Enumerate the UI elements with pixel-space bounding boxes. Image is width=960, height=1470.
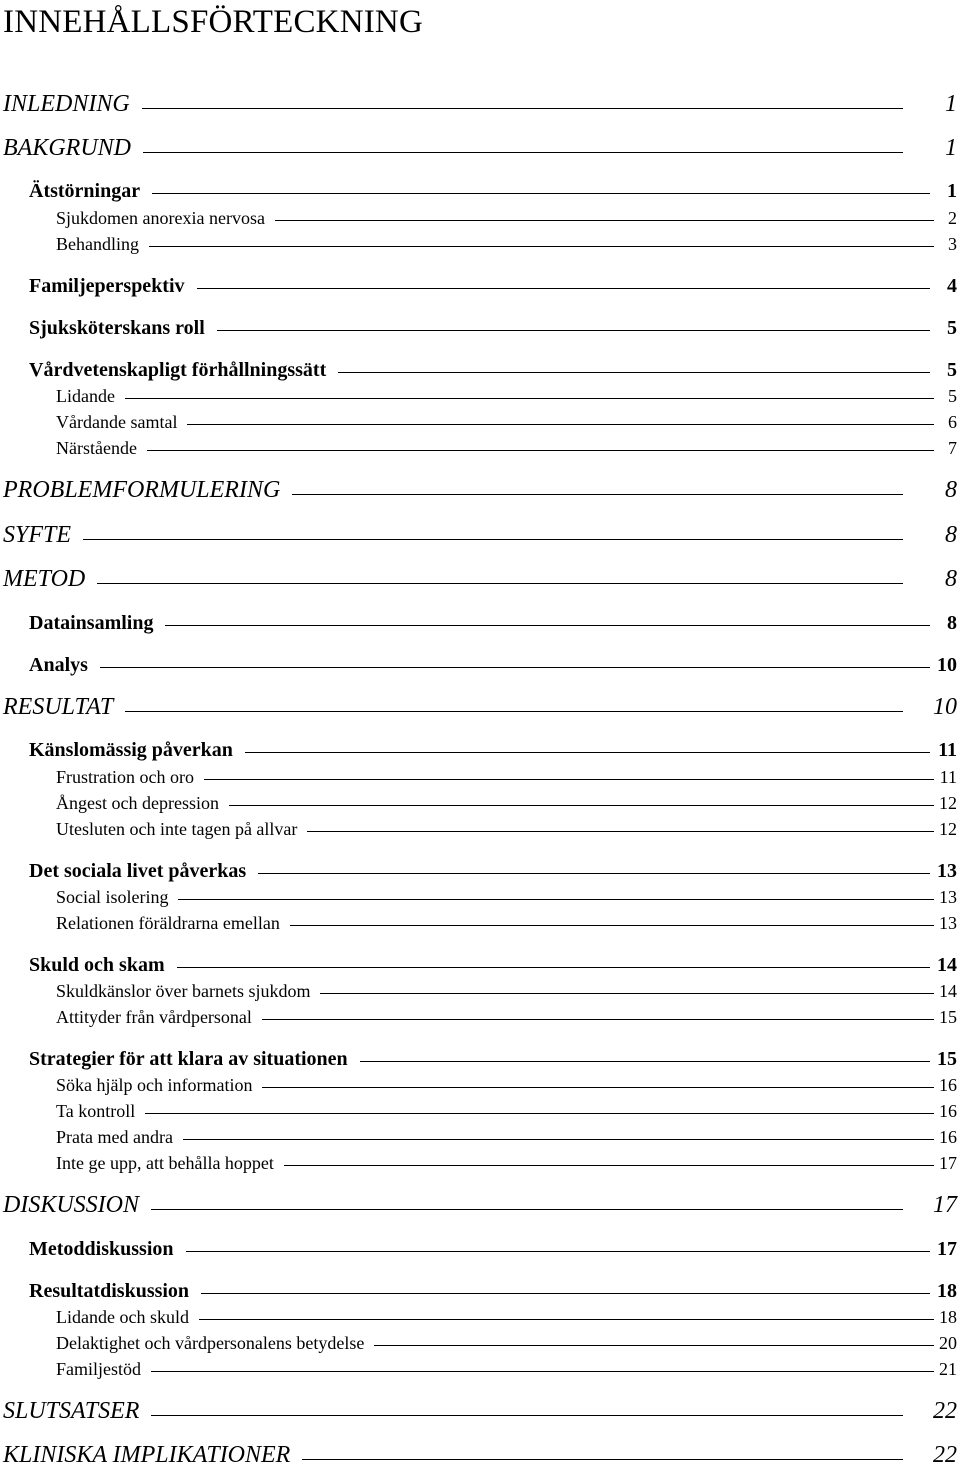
- toc-leader-line: [178, 899, 934, 900]
- toc-entry-resultatdiskussion[interactable]: [29, 1279, 957, 1303]
- toc-entry-label: Närstående: [56, 438, 137, 458]
- toc-entry-utesluten-och-inte-tagen-pa-allvar[interactable]: [56, 818, 957, 840]
- toc-leader-line: [374, 1345, 934, 1346]
- toc-entry-slutsatser[interactable]: [3, 1397, 957, 1425]
- toc-leader-line: [275, 220, 934, 221]
- toc-entry-label: Skuld och skam: [29, 954, 165, 976]
- toc-page-number: 14: [937, 954, 957, 976]
- toc-entry-prata-med-andra[interactable]: [56, 1126, 957, 1148]
- toc-leader-line: [320, 993, 934, 994]
- toc-entry-inledning[interactable]: [3, 90, 957, 118]
- toc-entry-label: Familjeperspektiv: [29, 275, 185, 297]
- toc-page-number: 10: [937, 654, 957, 676]
- toc-leader-line: [262, 1087, 934, 1088]
- toc-entry-bakgrund[interactable]: [3, 134, 957, 162]
- toc-page-number: 20: [939, 1333, 957, 1353]
- toc-entry-label: Sjukdomen anorexia nervosa: [56, 208, 265, 228]
- toc-page-number: 13: [939, 913, 957, 933]
- toc-entry-label: BAKGRUND: [3, 135, 131, 161]
- toc-leader-line: [149, 246, 934, 247]
- toc-page-number: 1: [945, 91, 957, 117]
- toc-page-number: 8: [945, 477, 957, 503]
- toc-entry-skuld-och-skam[interactable]: [29, 953, 957, 977]
- toc-leader-line: [197, 288, 930, 289]
- toc-leader-line: [360, 1061, 930, 1062]
- toc-page-number: 8: [947, 612, 957, 634]
- toc-leader-line: [145, 1113, 934, 1114]
- toc-entry-metod[interactable]: [3, 565, 957, 593]
- toc-leader-line: [183, 1139, 934, 1140]
- toc-entry-label: Prata med andra: [56, 1127, 173, 1147]
- toc-entry-label: Datainsamling: [29, 612, 154, 634]
- toc-entry-analys[interactable]: [29, 653, 957, 677]
- toc-entry-label: Sjuksköterskans roll: [29, 317, 205, 339]
- toc-page-number: 6: [948, 412, 957, 432]
- toc-entry-sjukdomen-anorexia-nervosa[interactable]: [56, 207, 957, 229]
- toc-leader-line: [165, 625, 930, 626]
- toc-page-number: 22: [933, 1442, 957, 1468]
- page-title: INNEHÅLLSFÖRTECKNING: [3, 4, 423, 40]
- toc-entry-kliniska-implikationer[interactable]: [3, 1441, 957, 1469]
- toc-entry-label: INLEDNING: [3, 91, 130, 117]
- toc-leader-line: [204, 779, 934, 780]
- toc-page-number: 17: [933, 1192, 957, 1218]
- toc-entry-label: SYFTE: [3, 522, 72, 548]
- toc-entry-label: Söka hjälp och information: [56, 1075, 253, 1095]
- toc-entry-label: Lidande: [56, 386, 115, 406]
- toc-entry-label: Familjestöd: [56, 1359, 141, 1379]
- toc-page-number: 11: [939, 767, 957, 787]
- toc-leader-line: [302, 1459, 903, 1460]
- toc-leader-line: [186, 1251, 931, 1252]
- toc-page-number: 15: [939, 1007, 957, 1027]
- toc-entry-label: Vårdande samtal: [56, 412, 178, 432]
- toc-entry-label: METOD: [3, 566, 86, 592]
- toc-page-number: 17: [939, 1153, 957, 1173]
- toc-entry-familjestod[interactable]: [56, 1358, 957, 1380]
- toc-entry-label: Delaktighet och vårdpersonalens betydelse: [56, 1333, 365, 1353]
- toc-leader-line: [338, 372, 930, 373]
- toc-entry-label: Ätstörningar: [29, 180, 141, 202]
- toc-page-number: 1: [945, 135, 957, 161]
- toc-leader-line: [177, 967, 930, 968]
- toc-leader-line: [284, 1165, 934, 1166]
- toc-leader-line: [290, 925, 934, 926]
- toc-page-number: 17: [937, 1238, 957, 1260]
- toc-page-number: 2: [948, 208, 957, 228]
- toc-leader-line: [217, 330, 930, 331]
- toc-leader-line: [125, 398, 934, 399]
- toc-entry-label: Frustration och oro: [56, 767, 194, 787]
- toc-entry-label: DISKUSSION: [3, 1192, 139, 1218]
- toc-entry-behandling[interactable]: [56, 233, 957, 255]
- toc-page-number: 5: [947, 317, 957, 339]
- toc-page-number: 16: [939, 1127, 957, 1147]
- toc-entry-label: SLUTSATSER: [3, 1398, 140, 1424]
- toc-entry-label: Relationen föräldrarna emellan: [56, 913, 280, 933]
- toc-entry-label: Utesluten och inte tagen på allvar: [56, 819, 298, 839]
- toc-page-number: 16: [939, 1101, 957, 1121]
- toc-entry-label: RESULTAT: [3, 694, 114, 720]
- toc-entry-kanslomassig-paverkan[interactable]: [29, 738, 957, 762]
- toc-entry-metoddiskussion[interactable]: [29, 1237, 957, 1261]
- toc-page-number: 3: [948, 234, 957, 254]
- toc-entry-narstaende[interactable]: [56, 437, 957, 459]
- toc-entry-lidande-och-skuld[interactable]: [56, 1306, 957, 1328]
- toc-entry-lidande[interactable]: [56, 385, 957, 407]
- toc-entry-label: Vårdvetenskapligt förhållningssätt: [29, 359, 327, 381]
- toc-entry-label: Det sociala livet påverkas: [29, 860, 247, 882]
- toc-leader-line: [229, 805, 934, 806]
- toc-entry-label: Social isolering: [56, 887, 169, 907]
- toc-entry-label: Ångest och depression: [56, 793, 219, 813]
- toc-page-number: 14: [939, 981, 957, 1001]
- toc-entry-ta-kontroll[interactable]: [56, 1100, 957, 1122]
- toc-page-number: 10: [933, 694, 957, 720]
- toc-entry-label: Behandling: [56, 234, 139, 254]
- toc-entry-familjeperspektiv[interactable]: [29, 274, 957, 298]
- toc-entry-label: Analys: [29, 654, 88, 676]
- toc-page-number: 13: [939, 887, 957, 907]
- toc-page-number: 11: [938, 739, 957, 761]
- toc-entry-atstorningar[interactable]: [29, 179, 957, 203]
- toc-entry-syfte[interactable]: [3, 521, 957, 549]
- toc-leader-line: [151, 1371, 934, 1372]
- toc-entry-label: Känslomässig påverkan: [29, 739, 233, 761]
- toc-entry-det-sociala-livet-paverkas[interactable]: [29, 859, 957, 883]
- toc-leader-line: [258, 873, 930, 874]
- toc-leader-line: [83, 539, 903, 540]
- toc-page-number: 18: [937, 1280, 957, 1302]
- toc-entry-label: PROBLEMFORMULERING: [3, 477, 281, 503]
- toc-leader-line: [143, 152, 903, 153]
- toc-entry-label: Skuldkänslor över barnets sjukdom: [56, 981, 311, 1001]
- toc-leader-line: [245, 752, 930, 753]
- toc-entry-soka-hjalp-och-information[interactable]: [56, 1074, 957, 1096]
- toc-entry-diskussion[interactable]: [3, 1191, 957, 1219]
- toc-page-number: 21: [939, 1359, 957, 1379]
- toc-leader-line: [292, 494, 903, 495]
- toc-page-number: 5: [948, 386, 957, 406]
- toc-entry-angest-och-depression[interactable]: [56, 792, 957, 814]
- toc-entry-datainsamling[interactable]: [29, 611, 957, 635]
- toc-leader-line: [125, 711, 903, 712]
- toc-leader-line: [187, 424, 934, 425]
- toc-page-number: 4: [947, 275, 957, 297]
- toc-entry-problemformulering[interactable]: [3, 476, 957, 504]
- toc-leader-line: [201, 1293, 930, 1294]
- toc-entry-label: Attityder från vårdpersonal: [56, 1007, 252, 1027]
- toc-page-number: 1: [947, 180, 957, 202]
- toc-page-number: 22: [933, 1398, 957, 1424]
- toc-page-number: 12: [939, 819, 957, 839]
- toc-entry-social-isolering[interactable]: [56, 886, 957, 908]
- toc-leader-line: [307, 831, 934, 832]
- toc-entry-vardvetenskapligt-forhallningssatt[interactable]: [29, 358, 957, 382]
- toc-entry-inte-ge-upp-att-behalla-hoppet[interactable]: [56, 1152, 957, 1174]
- toc-page-number: 13: [937, 860, 957, 882]
- toc-entry-relationen-foraldrarna-emellan[interactable]: [56, 912, 957, 934]
- toc-page-number: 5: [947, 359, 957, 381]
- toc-page-number: 12: [939, 793, 957, 813]
- toc-entry-delaktighet-och-vardpersonalens-betydelse[interactable]: [56, 1332, 957, 1354]
- toc-entry-attityder-fran-vardpersonal[interactable]: [56, 1006, 957, 1028]
- toc-leader-line: [97, 583, 903, 584]
- toc-entry-label: Lidande och skuld: [56, 1307, 189, 1327]
- toc-leader-line: [262, 1019, 934, 1020]
- toc-leader-line: [142, 108, 903, 109]
- toc-entry-sjukskoterskans-roll[interactable]: [29, 316, 957, 340]
- toc-leader-line: [100, 667, 930, 668]
- toc-entry-vardande-samtal[interactable]: [56, 411, 957, 433]
- toc-page-number: 8: [945, 522, 957, 548]
- toc-entry-label: Inte ge upp, att behålla hoppet: [56, 1153, 274, 1173]
- toc-leader-line: [199, 1319, 934, 1320]
- toc-entry-skuldkanslor-over-barnets-sjukdom[interactable]: [56, 980, 957, 1002]
- toc-page-number: 15: [937, 1048, 957, 1070]
- toc-entry-label: Resultatdiskussion: [29, 1280, 190, 1302]
- toc-leader-line: [152, 193, 930, 194]
- toc-entry-label: Strategier för att klara av situationen: [29, 1048, 348, 1070]
- toc-entry-frustration-och-oro[interactable]: [56, 766, 957, 788]
- toc-page-number: 16: [939, 1075, 957, 1095]
- toc-page-number: 8: [945, 566, 957, 592]
- toc-leader-line: [147, 450, 934, 451]
- toc-page-number: 7: [948, 438, 957, 458]
- toc-entry-label: Metoddiskussion: [29, 1238, 174, 1260]
- toc-entry-label: Ta kontroll: [56, 1101, 136, 1121]
- toc-entry-strategier-for-att-klara-av-situationen[interactable]: [29, 1047, 957, 1071]
- toc-page-number: 18: [939, 1307, 957, 1327]
- toc-entry-resultat[interactable]: [3, 693, 957, 721]
- toc-leader-line: [151, 1209, 903, 1210]
- toc-entry-label: KLINISKA IMPLIKATIONER: [3, 1442, 291, 1468]
- toc-leader-line: [151, 1415, 903, 1416]
